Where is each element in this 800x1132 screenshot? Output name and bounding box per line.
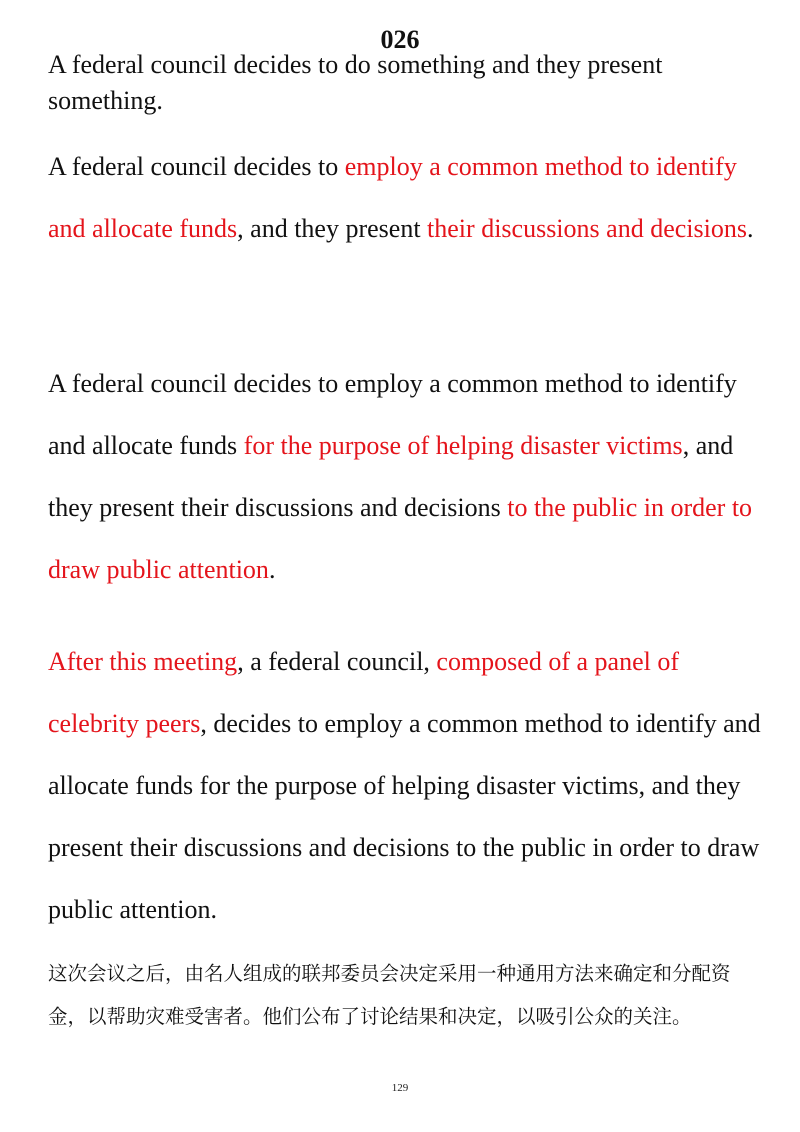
plain-segment: A federal council decides to — [48, 152, 345, 181]
sentence-base-text: A federal council decides to do something and they present something. — [48, 50, 663, 115]
chinese-translation — [48, 952, 758, 1038]
plain-segment: , decides to employ a common method to identify and allocate funds for the purpose of helping disaster victims, and they present their discussions and decisions to the public in order to draw public attention. — [48, 709, 761, 924]
plain-segment: , and they present — [237, 214, 428, 243]
page-number: 129 — [391, 1082, 409, 1094]
plain-segment: A federal council decides to employ a common method to identify and allocate funds — [48, 369, 737, 460]
sentence-expanded-1 — [48, 136, 763, 260]
plain-segment: , a federal council, — [237, 647, 437, 676]
highlighted-segment: After this meeting — [48, 647, 238, 676]
exercise-number: 026 — [380, 25, 420, 54]
highlighted-segment: for the purpose of helping disaster victims — [243, 431, 683, 460]
sentence-base — [48, 47, 763, 119]
sentence-expanded-2 — [48, 353, 763, 601]
highlighted-segment: composed of a panel of celebrity peers — [48, 647, 680, 738]
plain-segment: . — [746, 214, 754, 243]
highlighted-segment: to the public in order to draw public attention — [48, 493, 753, 584]
chinese-translation-text: 这次会议之后，由名人组成的联邦委员会决定采用一种通用方法来确定和分配资金，以帮助灾难受害者。他们公布了讨论结果和决定，以吸引公众的关注。 — [48, 962, 731, 1028]
plain-segment: , and they present their discussions and decisions — [48, 431, 734, 522]
plain-segment: . — [268, 555, 276, 584]
highlighted-segment: their discussions and decisions — [427, 214, 747, 243]
highlighted-segment: employ a common method to identify and allocate funds — [48, 152, 737, 243]
sentence-expanded-3 — [48, 631, 763, 941]
